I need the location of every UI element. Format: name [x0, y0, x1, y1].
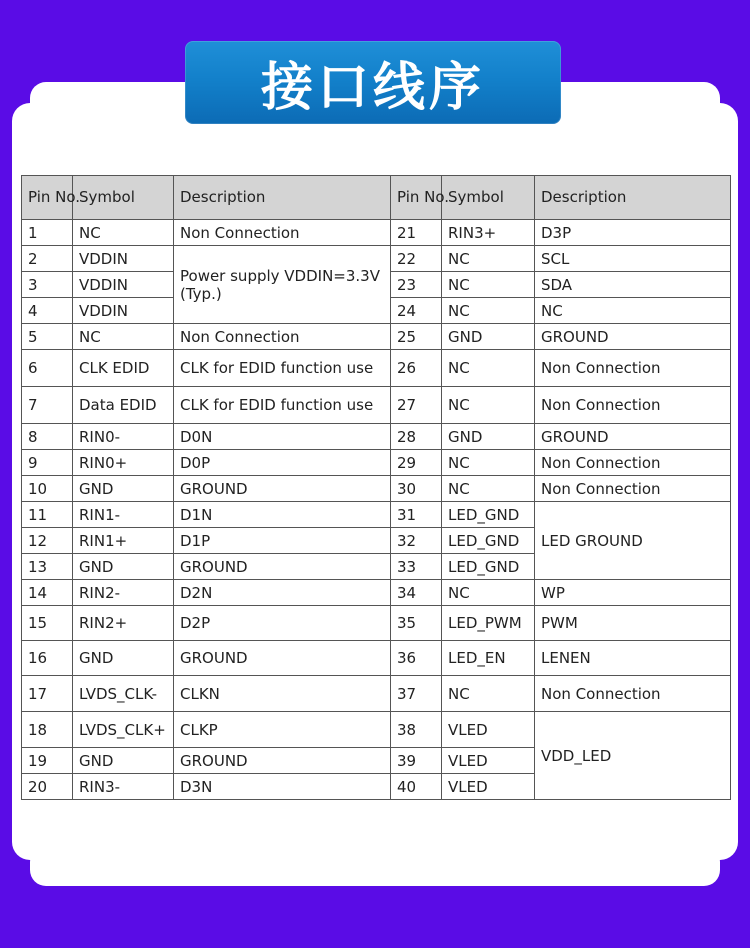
- pin-description: GROUND: [174, 748, 391, 774]
- pin-symbol: VDDIN: [73, 298, 174, 324]
- table-row: [22, 712, 731, 748]
- pin-symbol: RIN0+: [73, 450, 174, 476]
- table-row: [22, 324, 731, 350]
- pin-symbol: LVDS_CLK+: [73, 712, 174, 748]
- pin-symbol: NC: [73, 324, 174, 350]
- pin-number: 33: [391, 554, 442, 580]
- pin-symbol: GND: [73, 554, 174, 580]
- pin-description: D2P: [174, 606, 391, 641]
- pin-symbol: VDDIN: [73, 272, 174, 298]
- pin-description: Non Connection: [535, 387, 731, 424]
- header-symbol: Symbol: [73, 176, 174, 220]
- pin-number: 34: [391, 580, 442, 606]
- pin-description: Power supply VDDIN=3.3V (Typ.): [174, 246, 391, 324]
- pin-number: 20: [22, 774, 73, 800]
- pin-number: 12: [22, 528, 73, 554]
- pin-symbol: LED_GND: [442, 502, 535, 528]
- pin-symbol: NC: [73, 220, 174, 246]
- pin-description: Non Connection: [535, 676, 731, 712]
- pin-description: D0P: [174, 450, 391, 476]
- pin-symbol: NC: [442, 272, 535, 298]
- table-row: [22, 387, 731, 424]
- pin-description: D1N: [174, 502, 391, 528]
- table-row: [22, 502, 731, 528]
- pin-number: 25: [391, 324, 442, 350]
- page-title: 接口线序: [260, 58, 485, 118]
- pin-description: D1P: [174, 528, 391, 554]
- table-row: [22, 350, 731, 387]
- pin-description: CLK for EDID function use: [174, 350, 391, 387]
- pin-description: GROUND: [174, 554, 391, 580]
- pin-number: 9: [22, 450, 73, 476]
- table-row: [22, 641, 731, 676]
- pin-symbol: NC: [442, 476, 535, 502]
- pin-number: 26: [391, 350, 442, 387]
- pin-number: 5: [22, 324, 73, 350]
- table-row: [22, 450, 731, 476]
- pin-description: GROUND: [535, 324, 731, 350]
- pin-symbol: RIN3-: [73, 774, 174, 800]
- pin-description: PWM: [535, 606, 731, 641]
- pin-description: Non Connection: [535, 476, 731, 502]
- pin-symbol: NC: [442, 580, 535, 606]
- pin-number: 36: [391, 641, 442, 676]
- pin-description: NC: [535, 298, 731, 324]
- pin-number: 2: [22, 246, 73, 272]
- pin-number: 21: [391, 220, 442, 246]
- pin-number: 37: [391, 676, 442, 712]
- pin-number: 29: [391, 450, 442, 476]
- table-row: [22, 676, 731, 712]
- pin-symbol: GND: [73, 476, 174, 502]
- pin-description: VDD_LED: [535, 712, 731, 800]
- pin-number: 39: [391, 748, 442, 774]
- pin-number: 14: [22, 580, 73, 606]
- pin-description: GROUND: [174, 641, 391, 676]
- pin-number: 8: [22, 424, 73, 450]
- pin-symbol: RIN2+: [73, 606, 174, 641]
- pin-description: D2N: [174, 580, 391, 606]
- pin-number: 1: [22, 220, 73, 246]
- header-pin-no: Pin No.: [22, 176, 73, 220]
- pin-description: SDA: [535, 272, 731, 298]
- pin-symbol: VLED: [442, 774, 535, 800]
- pin-symbol: RIN2-: [73, 580, 174, 606]
- pin-number: 4: [22, 298, 73, 324]
- table-header-row: [22, 176, 731, 220]
- pin-symbol: GND: [442, 424, 535, 450]
- pin-symbol: CLK EDID: [73, 350, 174, 387]
- pin-number: 7: [22, 387, 73, 424]
- pin-number: 16: [22, 641, 73, 676]
- pin-number: 24: [391, 298, 442, 324]
- pin-description: GROUND: [535, 424, 731, 450]
- pin-description: D0N: [174, 424, 391, 450]
- table-row: [22, 606, 731, 641]
- pin-description: CLKN: [174, 676, 391, 712]
- pin-description: LED GROUND: [535, 502, 731, 580]
- table-row: [22, 246, 731, 272]
- pin-description: GROUND: [174, 476, 391, 502]
- pin-number: 6: [22, 350, 73, 387]
- pin-symbol: LED_GND: [442, 554, 535, 580]
- header-description: Description: [535, 176, 731, 220]
- pin-symbol: Data EDID: [73, 387, 174, 424]
- pin-description: Non Connection: [174, 324, 391, 350]
- pin-description: LENEN: [535, 641, 731, 676]
- pin-number: 38: [391, 712, 442, 748]
- pin-description: WP: [535, 580, 731, 606]
- title-banner: [185, 41, 561, 124]
- pin-description: D3N: [174, 774, 391, 800]
- pin-symbol: NC: [442, 387, 535, 424]
- pin-symbol: LED_EN: [442, 641, 535, 676]
- pin-description: CLKP: [174, 712, 391, 748]
- table-row: [22, 220, 731, 246]
- pin-number: 13: [22, 554, 73, 580]
- pin-number: 28: [391, 424, 442, 450]
- table-row: [22, 580, 731, 606]
- pin-table: [21, 175, 731, 800]
- pin-symbol: NC: [442, 676, 535, 712]
- pin-symbol: NC: [442, 298, 535, 324]
- pin-number: 31: [391, 502, 442, 528]
- table-row: [22, 476, 731, 502]
- pin-symbol: RIN1+: [73, 528, 174, 554]
- pin-number: 40: [391, 774, 442, 800]
- pin-symbol: GND: [73, 748, 174, 774]
- pin-description: Non Connection: [535, 450, 731, 476]
- pin-number: 32: [391, 528, 442, 554]
- pin-symbol: NC: [442, 246, 535, 272]
- pin-symbol: LVDS_CLK-: [73, 676, 174, 712]
- pin-symbol: VDDIN: [73, 246, 174, 272]
- pin-symbol: VLED: [442, 712, 535, 748]
- pin-number: 35: [391, 606, 442, 641]
- pin-number: 17: [22, 676, 73, 712]
- pin-symbol: NC: [442, 350, 535, 387]
- pin-number: 18: [22, 712, 73, 748]
- pin-number: 30: [391, 476, 442, 502]
- pin-symbol: LED_GND: [442, 528, 535, 554]
- pin-description: D3P: [535, 220, 731, 246]
- pin-description: CLK for EDID function use: [174, 387, 391, 424]
- pin-number: 22: [391, 246, 442, 272]
- pin-number: 19: [22, 748, 73, 774]
- table-row: [22, 424, 731, 450]
- pin-symbol: RIN0-: [73, 424, 174, 450]
- pin-symbol: VLED: [442, 748, 535, 774]
- pin-number: 3: [22, 272, 73, 298]
- pin-number: 11: [22, 502, 73, 528]
- header-description: Description: [174, 176, 391, 220]
- pin-symbol: RIN1-: [73, 502, 174, 528]
- pin-number: 23: [391, 272, 442, 298]
- pin-symbol: RIN3+: [442, 220, 535, 246]
- pin-description: SCL: [535, 246, 731, 272]
- pin-description: Non Connection: [535, 350, 731, 387]
- card-bottom-edge: [30, 846, 720, 886]
- pin-number: 15: [22, 606, 73, 641]
- pin-number: 27: [391, 387, 442, 424]
- header-symbol: Symbol: [442, 176, 535, 220]
- pin-symbol: LED_PWM: [442, 606, 535, 641]
- pin-description: Non Connection: [174, 220, 391, 246]
- header-pin-no: Pin No.: [391, 176, 442, 220]
- pin-symbol: NC: [442, 450, 535, 476]
- pin-symbol: GND: [442, 324, 535, 350]
- pin-symbol: GND: [73, 641, 174, 676]
- pin-number: 10: [22, 476, 73, 502]
